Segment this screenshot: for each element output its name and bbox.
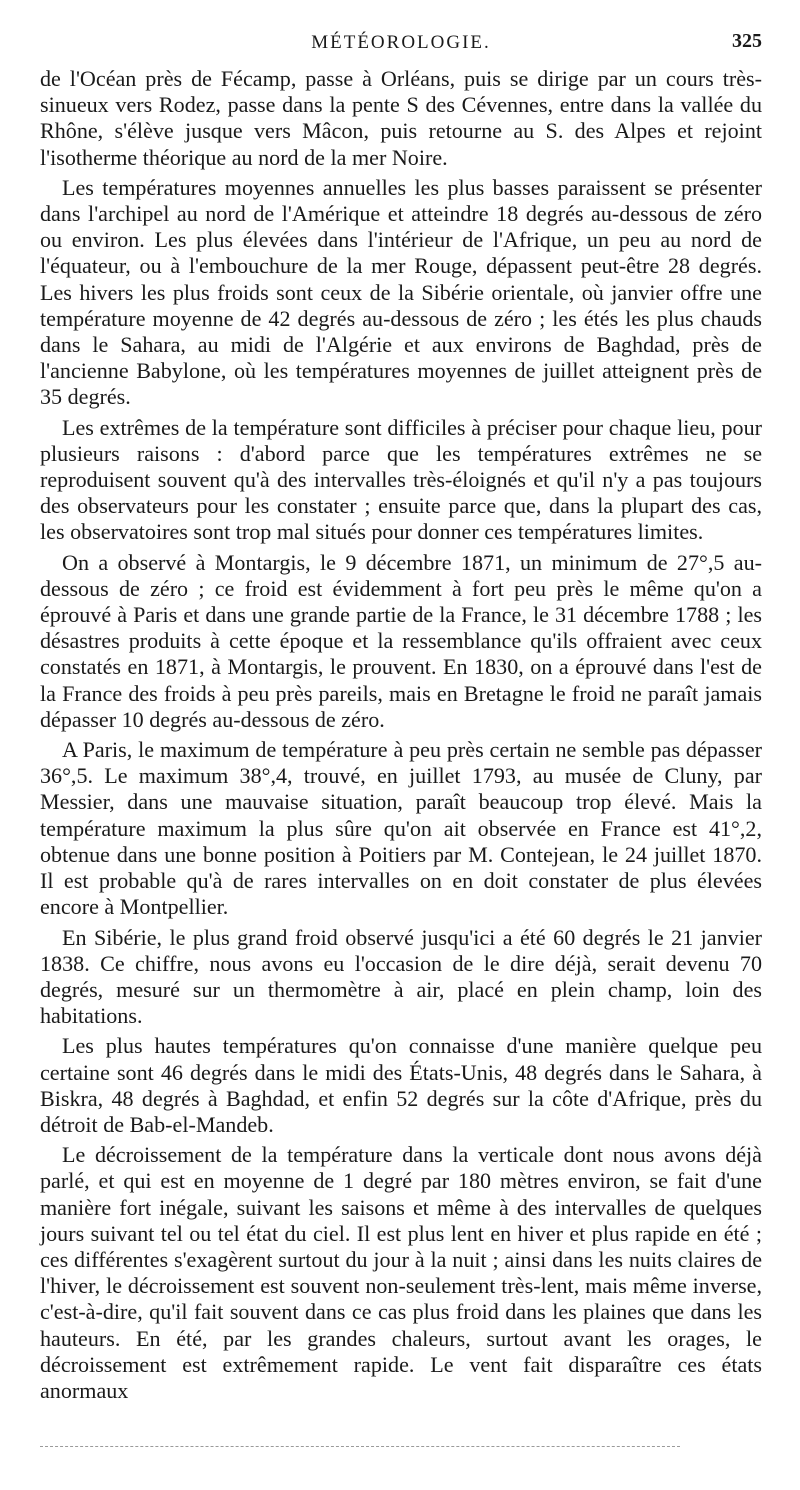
paragraph: A Paris, le maximum de température à peu près certain ne semble pas dépasser 36°,5. Le maximum 38°,4, trouvé, en juillet 1793, au musée de Cluny, par Messier, dans une mauvaise situation, paraît beaucoup trop élevé. Mais la température maximum la plus sûre qu'on ait observée en France est 41°,2, obtenue dans une bonne position à Poitiers par M. Contejean, le 24 juillet 1870. Il est probable qu'à de rares intervalles on en doit constater de plus élevées encore à Montpellier. bbox=[40, 737, 762, 920]
page-number: 325 bbox=[732, 30, 762, 52]
page-header bbox=[40, 28, 762, 58]
running-head: MÉTÉOROLOGIE. bbox=[311, 32, 491, 53]
paragraph: Les plus hautes températures qu'on connaisse d'une manière quelque peu certaine sont 46 degrés dans le midi des États-Unis, 48 degrés dans le Sahara, à Biskra, 48 degrés à Baghdad, et enfin 52 degrés sur la côte d'Afrique, près du détroit de Bab-el-Mandeb. bbox=[40, 1033, 762, 1137]
footer-rule bbox=[40, 1446, 680, 1447]
paragraph-continuation: de l'Océan près de Fécamp, passe à Orléans, puis se dirige par un cours très-sinueux vers Rodez, passe dans la pente S des Cévennes, entre dans la vallée du Rhône, s'élève jusque vers Mâcon, puis retourne au S. des Alpes et rejoint l'isotherme théorique au nord de la mer Noire. bbox=[40, 66, 762, 170]
body-text bbox=[40, 66, 762, 1408]
paragraph: On a observé à Montargis, le 9 décembre 1871, un minimum de 27°,5 au-dessous de zéro ; ce froid est évidemment à fort peu près le même qu'on a éprouvé à Paris et dans une grande partie de la France, le 31 décembre 1788 ; les désastres produits à cette époque et la ressemblance qu'ils offraient avec ceux constatés en 1871, à Montargis, le prouvent. En 1830, on a éprouvé dans l'est de la France des froids à peu près pareils, mais en Bretagne le froid ne paraît jamais dépasser 10 degrés au-dessous de zéro. bbox=[40, 549, 762, 732]
paragraph: Les extrêmes de la température sont difficiles à préciser pour chaque lieu, pour plusieurs raisons : d'abord parce que les températures extrêmes ne se reproduisent souvent qu'à des intervalles très-éloignés et qu'il n'y a pas toujours des observateurs pour les constater ; ensuite parce que, dans la plupart des cas, les observatoires sont trop mal situés pour donner ces températures limites. bbox=[40, 414, 762, 545]
paragraph: Le décroissement de la température dans la verticale dont nous avons déjà parlé, et qui est en moyenne de 1 degré par 180 mètres environ, se fait d'une manière fort inégale, suivant les saisons et même à des intervalles de quelques jours suivant tel ou tel état du ciel. Il est plus lent en hiver et plus rapide en été ; ces différentes s'exagèrent surtout du jour à la nuit ; ainsi dans les nuits claires de l'hiver, le décroissement est souvent non-seulement très-lent, mais même inverse, c'est-à-dire, qu'il fait souvent dans ce cas plus froid dans les plaines que dans les hauteurs. En été, par les grandes chaleurs, surtout avant les orages, le décroissement est extrêmement rapide. Le vent fait disparaître ces états anormaux bbox=[40, 1142, 762, 1403]
paragraph: Les températures moyennes annuelles les plus basses paraissent se présenter dans l'archipel au nord de l'Amérique et atteindre 18 degrés au-dessous de zéro ou environ. Les plus élevées dans l'intérieur de l'Afrique, un peu au nord de l'équateur, ou à l'embouchure de la mer Rouge, dépassent peut-être 28 degrés. Les hivers les plus froids sont ceux de la Sibérie orientale, où janvier offre une température moyenne de 42 degrés au-dessous de zéro ; les étés les plus chauds dans le Sahara, au midi de l'Algérie et aux environs de Baghdad, près de l'ancienne Babylone, où les températures moyennes de juillet atteignent près de 35 degrés. bbox=[40, 174, 762, 410]
paragraph: En Sibérie, le plus grand froid observé jusqu'ici a été 60 degrés le 21 janvier 1838. Ce chiffre, nous avons eu l'occasion de le dire déjà, serait devenu 70 degrés, mesuré sur un thermomètre à air, placé en plein champ, loin des habitations. bbox=[40, 924, 762, 1029]
